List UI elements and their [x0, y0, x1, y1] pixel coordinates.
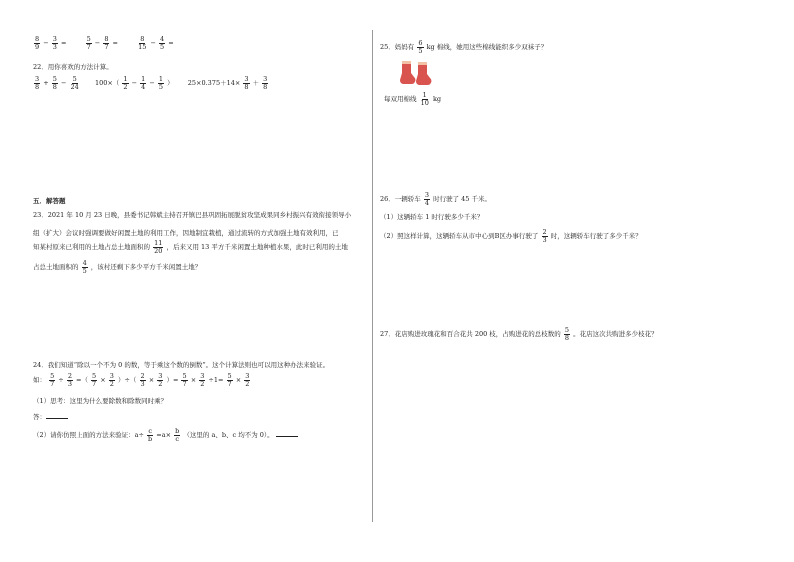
q25-text: 25．妈妈有 $\frac{6}{5}$ kg 棉线，她用这些棉线能织多少双袜子？ [380, 39, 548, 55]
socks-icon [398, 59, 438, 87]
q21-expr-2: $\frac{5}{7}$ − $\frac{8}{7}$ = [86, 35, 118, 51]
q22-expr-3: 25×0.375＋14× $\frac{3}{8}$ ＋ $\frac{3}{8}$ [187, 75, 268, 91]
q24-line1: 24．我们知道“除以一个不为 0 的数，等于乘这个数的倒数”。这个计算法则也可以用这种办法来验证。 [33, 361, 330, 369]
q21-row [33, 36, 174, 50]
q26-q2: （2）照这样计算，这辆轿车从市中心到B区办事行驶了 $\frac{2}{3}$ 时，这辆轿车行驶了多少千米？ [380, 228, 642, 244]
q22-row [33, 76, 269, 90]
q27-text: 27．花店购进玫瑰花和百合花共 200 枝，占购进花的总枝数的 $\frac{5}{8}$ 。花店这次共购进多少枝花？ [380, 326, 658, 342]
q23-fraction-2: $\frac{4}{5}$ [82, 259, 87, 275]
q23-line4: 占总土地面积的 $\frac{4}{5}$ ，该村还剩下多少平方千米闲置土地？ [33, 259, 202, 275]
q23-line1: 23．2021 年 10 月 23 日晚，县委书记韩斌主持召开镇巴县巩固拓展脱贫攻坚成果同乡村振兴有效衔接领导小 [33, 211, 352, 219]
q23-line2: 组（扩大）会议时强调要做好闲置土地的利用工作，因地制宜栽植，通过流转的方式加强土地有效利用，已 [33, 229, 339, 237]
column-divider [372, 30, 373, 522]
q24-example: 如： $\frac{5}{7}$ ÷ $\frac{2}{3}$ =（ $\frac{5}{7}$ × $\frac{3}{2}$ ）÷（ $\frac{2}{3}$ × $\frac{3}{2}$ ）= $\frac{5}{7}$ × $\frac{3}{2}$ ÷1= $\frac{5}{7}$ × $\frac{3}{2}$ [33, 372, 250, 388]
q25-caption: 每双用棉线 $\frac{1}{10}$ kg [384, 91, 442, 107]
q2-blank[interactable] [276, 431, 298, 437]
q24-q2: （2）请你仿照上面的方法来验证：a÷ $\frac{c}{b}$ =a× $\frac{b}{c}$ （这里的 a、b、c 均不为 0）。 [33, 428, 298, 442]
q21-expr-3: $\frac{8}{15}$ − $\frac{4}{5}$ = [138, 35, 174, 51]
q26-text: 26．一辆轿车 $\frac{3}{4}$ 时行驶了 45 千米。 [380, 191, 491, 207]
q24-answer-line: 答： [33, 412, 68, 421]
section5-title: 五．解答题 [33, 197, 66, 205]
q23-fraction-1: $\frac{11}{20}$ [154, 239, 163, 255]
q26-q1: （1）这辆轿车 1 时行驶多少千米？ [380, 213, 484, 221]
q24-q1: （1）思考：这里为什么要除数和除数同时乘？ [33, 397, 168, 405]
q22-expr-1: $\frac{3}{8}$ + $\frac{5}{8}$ − $\frac{5}{24}$ [35, 75, 79, 91]
socks-illustration [398, 59, 438, 87]
q21-expr-1: $\frac{8}{9}$ − $\frac{3}{3}$ = [35, 35, 67, 51]
q22-expr-2: 100×（ $\frac{1}{2}$ − $\frac{1}{4}$ − $\frac{1}{5}$ ） [94, 75, 174, 91]
answer-blank[interactable] [46, 413, 68, 419]
q23-line3: 知某村原来已利用的土地占总土地面积的 $\frac{11}{20}$ ，后来又用 13 平方千米闲置土地种植水果，此时已利用的土地 [33, 239, 348, 255]
q22-title: 22．用你喜欢的方法计算。 [33, 63, 113, 71]
